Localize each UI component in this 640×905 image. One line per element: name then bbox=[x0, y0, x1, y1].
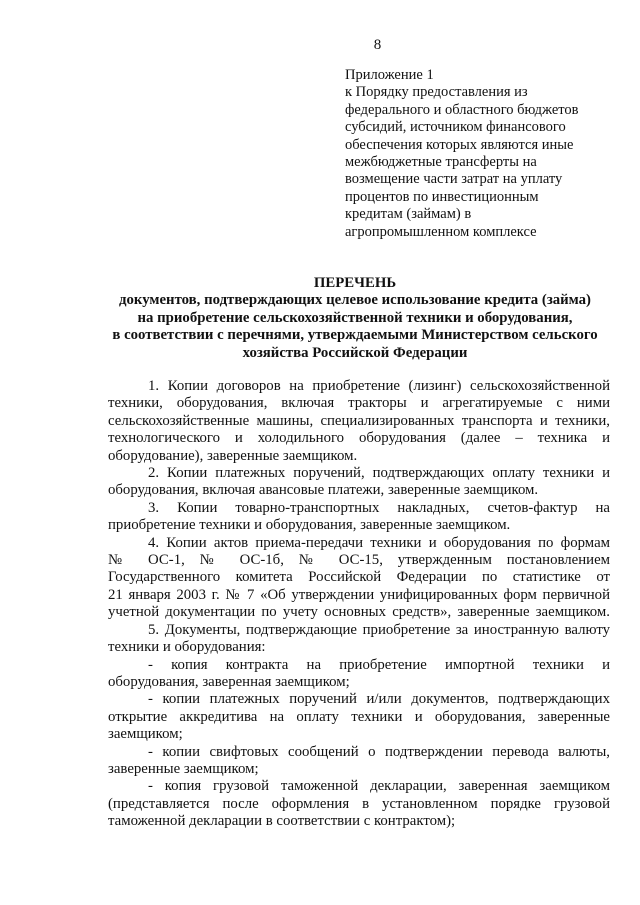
bullet-item bbox=[108, 744, 610, 779]
appendix-line: субсидий, источником финансового bbox=[345, 119, 566, 136]
text-line: 3. Копии товарно-транспортных накладных, счетов-фактур на bbox=[148, 499, 610, 516]
text-line: 21 января 2003 г. № 7 «Об утверждении унифицированных форм первичной bbox=[108, 586, 610, 603]
bullet-item bbox=[108, 778, 610, 830]
appendix-line: межбюджетные трансферты на bbox=[345, 154, 537, 171]
bullet-item bbox=[108, 691, 610, 743]
document-heading bbox=[95, 275, 615, 362]
text-line: - копии платежных поручений и/или документов, подтверждающих bbox=[148, 691, 610, 708]
heading-title: ПЕРЕЧЕНЬ bbox=[313, 275, 397, 291]
text-line: сельскохозяйственные машины, специализированных транспорта и техники, bbox=[108, 412, 610, 429]
appendix-line: Приложение 1 bbox=[345, 67, 434, 83]
paragraph-5 bbox=[108, 622, 610, 657]
paragraph-4 bbox=[108, 535, 610, 622]
text-line: - копии свифтовых сообщений о подтверждении перевода валюты, bbox=[148, 743, 610, 760]
heading-line: хозяйства Российской Федерации bbox=[242, 344, 468, 361]
text-line: открытие аккредитива на оплату техники и оборудования, заверенные bbox=[108, 708, 610, 725]
text-line: технологического и холодильного оборудования (далее – техника и bbox=[108, 430, 610, 447]
text-line: - копия грузовой таможенной декларации, заверенная заемщиком bbox=[148, 778, 610, 795]
text-line: приобретение техники и оборудования, заверенные заемщиком. bbox=[108, 517, 511, 534]
text-line: - копия контракта на приобретение импортной техники и bbox=[148, 656, 610, 673]
text-line: техники, оборудования, включая тракторы и агрегатируемые с ними bbox=[108, 395, 610, 412]
appendix-line: к Порядку предоставления из bbox=[345, 84, 528, 101]
appendix-line: кредитам (займам) в bbox=[345, 206, 472, 223]
text-line: учетной документации по учету основных средств», заверенные заемщиком. bbox=[108, 604, 610, 621]
text-line: оборудования, заверенная заемщиком; bbox=[108, 673, 350, 690]
text-line: техники и оборудования: bbox=[108, 639, 266, 656]
text-line: заверенные заемщиком; bbox=[108, 760, 259, 777]
text-line: таможенной декларации в соответствии с контрактом); bbox=[108, 813, 456, 830]
text-line: оборудования, включая авансовые платежи, заверенные заемщиком. bbox=[108, 482, 539, 499]
paragraph-3 bbox=[108, 500, 610, 535]
text-line: оборудование), заверенные заемщиком. bbox=[108, 447, 358, 464]
heading-line: документов, подтверждающих целевое использование кредита (займа) bbox=[119, 292, 591, 309]
text-line: 5. Документы, подтверждающие приобретение за иностранную валюту bbox=[148, 621, 610, 638]
text-line: № ОС-1, № ОС-1б, № ОС-15, утвержденным постановлением bbox=[108, 552, 610, 569]
appendix-line: агропромышленном комплексе bbox=[345, 223, 537, 240]
page-number: 8 bbox=[373, 37, 382, 53]
text-line: 1. Копии договоров на приобретение (лизинг) сельскохозяйственной bbox=[148, 378, 610, 394]
heading-line: на приобретение сельскохозяйственной техники и оборудования, bbox=[137, 309, 573, 326]
paragraph-1 bbox=[108, 378, 610, 465]
text-line: (представляется после оформления в установленном порядке грузовой bbox=[108, 795, 610, 812]
text-line: 4. Копии актов приема-передачи техники и оборудования по формам bbox=[148, 534, 610, 551]
bullet-item bbox=[108, 657, 610, 692]
text-line: заемщиком; bbox=[108, 726, 183, 743]
appendix-line: федерального и областного бюджетов bbox=[345, 101, 579, 118]
appendix-line: возмещение части затрат на уплату bbox=[345, 171, 563, 188]
appendix-line: процентов по инвестиционным bbox=[345, 188, 539, 205]
text-line: Государственного комитета Российской Федерации по статистике от bbox=[108, 569, 610, 586]
heading-line: в соответствии с перечнями, утверждаемыми Министерством сельского bbox=[112, 327, 598, 344]
appendix-block bbox=[345, 67, 630, 241]
document-body bbox=[108, 378, 610, 831]
appendix-line: обеспечения которых являются иные bbox=[345, 136, 574, 153]
text-line: 2. Копии платежных поручений, подтверждающих оплату техники и bbox=[148, 465, 610, 482]
paragraph-2 bbox=[108, 465, 610, 500]
